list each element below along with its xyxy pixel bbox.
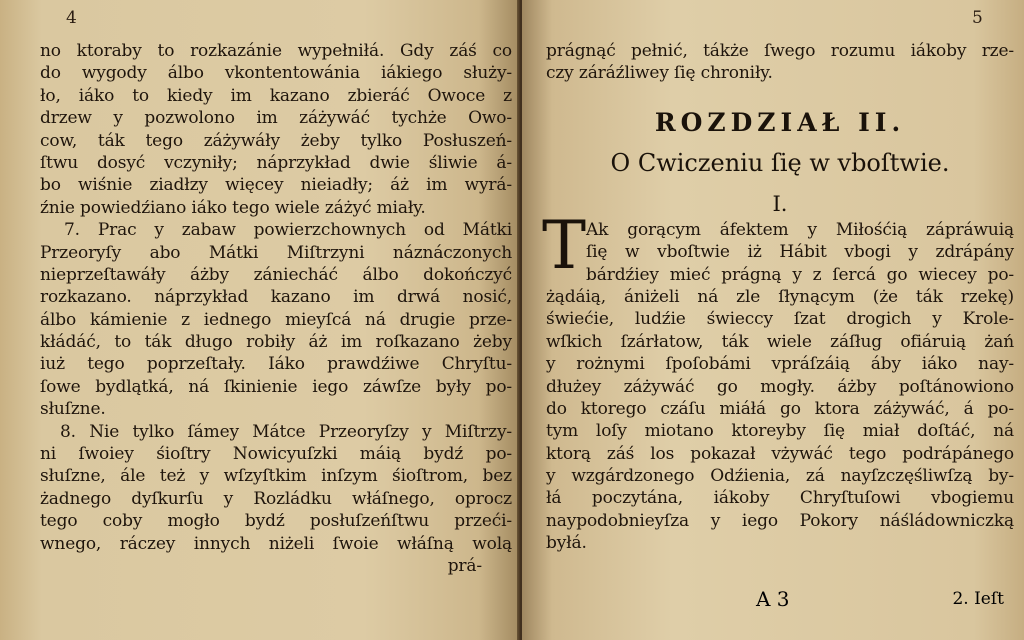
text-line: prágnąć pełnić, tákże ſwego rozumu iákoby rze-: [546, 41, 1014, 61]
text-line: nieprzeſtawáły áżby zániecháć álbo dokończyć: [40, 264, 512, 285]
page-number: 5: [972, 8, 983, 28]
text-line: do ktorego czáſu miáłá go ktora záżywáć, á po-: [546, 398, 1014, 419]
signature-mark: A 3: [756, 587, 790, 611]
text-line: bárdźiey mieć prágną y z ſercá go wiecey po-: [586, 264, 1014, 285]
right-page: [522, 0, 1024, 640]
chapter-title: ROZDZIAŁ II.: [654, 107, 906, 137]
text-line: źnie powiedźiano iáko tego wiele záżyć miały.: [40, 197, 426, 218]
page-number: 4: [66, 8, 77, 28]
text-line: słuſzne, ále też y wſzyſtkim inſzym śioſtrom, bez: [40, 466, 512, 487]
text-line: ſtwu dosyć vczyniły; náprzykład dwie śliwie á-: [40, 152, 512, 173]
text-line: drzew y pozwolono im záżywáć tychże Owo-: [40, 108, 512, 129]
text-line: ſowe bydlątká, ná ſkinienie iego záwſze były po-: [40, 376, 512, 397]
text-line: żądáią, ániżeli ná zle ſłynącym (że ták rzekę): [546, 286, 1014, 307]
text-line: żadnego dyſkurſu y Rozládku włáſnego, oprocz: [40, 488, 512, 509]
text-line: no ktoraby to rozkazánie wypełniłá. Gdy záś co: [40, 41, 512, 61]
text-line: y wzgárdzonego Odźienia, zá nayſzczęśliwſzą by-: [546, 466, 1014, 487]
text-line: słuſzne.: [40, 399, 106, 420]
text-line: byłá.: [546, 533, 587, 554]
text-line: łá poczytána, iákoby Chryſtuſowi vbogiemu: [546, 488, 1014, 509]
text-line: do wygody álbo vkontentowánia iákiego służy-: [40, 63, 512, 84]
text-line: świećie, ludźie świeccy ſzat drogich y Krole-: [546, 309, 1014, 330]
text-block: [40, 40, 512, 577]
text-line: ło, iáko to kiedy im kazano zbieráć Owoce z: [40, 85, 512, 106]
text-line: y rożnymi ſpoſobámi vpráſzáią áby iáko nay-: [546, 354, 1014, 375]
text-line: 7. Prac y zabaw powierzchownych od Mátki: [64, 220, 512, 241]
text-line: ni ſwoiey śioſtry Nowicyuſzki máią bydź po-: [40, 444, 512, 465]
text-line: ſię w vboſtwie iż Hábit vbogi y zdrápány: [586, 242, 1014, 263]
section-number: I.: [772, 191, 788, 216]
catchword: prá-: [447, 555, 482, 576]
text-line: Przeoryſy abo Mátki Miſtrzyni náznáczonych: [40, 242, 512, 263]
paragraph: [542, 206, 1014, 555]
text-line: czy záráźliwey ſię chroniły.: [546, 63, 773, 84]
text-line: cow, ták tego záżywáły żeby tylko Posłuszeń-: [40, 130, 512, 151]
text-line: Ak gorącym áfektem y Miłośćią zápráwuią: [586, 219, 1014, 240]
text-line: kłádáć, to ták długo robiły áż im roſkazano żeby: [40, 332, 512, 353]
text-line: rozkazano. náprzykład kazano im drwá nosić,: [40, 287, 512, 308]
text-line: tego coby mogło bydź posłuſzeńſtwu przeći-: [40, 511, 512, 532]
page-footer: [546, 586, 1004, 612]
text-line: 8. Nie tylko ſámey Mátce Przeoryſzy y Miſtrzy-: [60, 421, 512, 442]
text-line: iuż tego poprzeſtały. Iáko prawdźiwe Chryſtu-: [40, 354, 512, 375]
text-line: wnego, ráczey innych niżeli ſwoie włáſną wolą: [40, 533, 512, 554]
text-line: tym loſy miotano ktoreyby ſię miał doſtáć, ná: [546, 421, 1014, 442]
text-line: wſkich ſzárłatow, ták wiele záſług ofiáruią żań: [546, 331, 1014, 352]
text-line: bo wiśnie ziadłzy więcey nieiadły; áż im wyrá-: [40, 175, 512, 196]
text-line: naypodobnieyſza y iego Pokory náśládowniczką: [546, 510, 1014, 531]
text-line: dłużey záżywáć go mogły. áżby poſtánowiono: [546, 376, 1014, 397]
text-line: álbo kámienie z iednego mieyſcá ná drugie prze-: [40, 309, 512, 330]
chapter-subtitle: O Cwiczeniu ſię w vboſtwie.: [610, 148, 950, 177]
catchword: 2. Ieſt: [952, 589, 1004, 609]
text-line: ktorą záś los pokazał vżywáć tego podrápánego: [546, 443, 1014, 464]
drop-cap: T: [542, 206, 587, 284]
text-block: [542, 40, 1014, 555]
